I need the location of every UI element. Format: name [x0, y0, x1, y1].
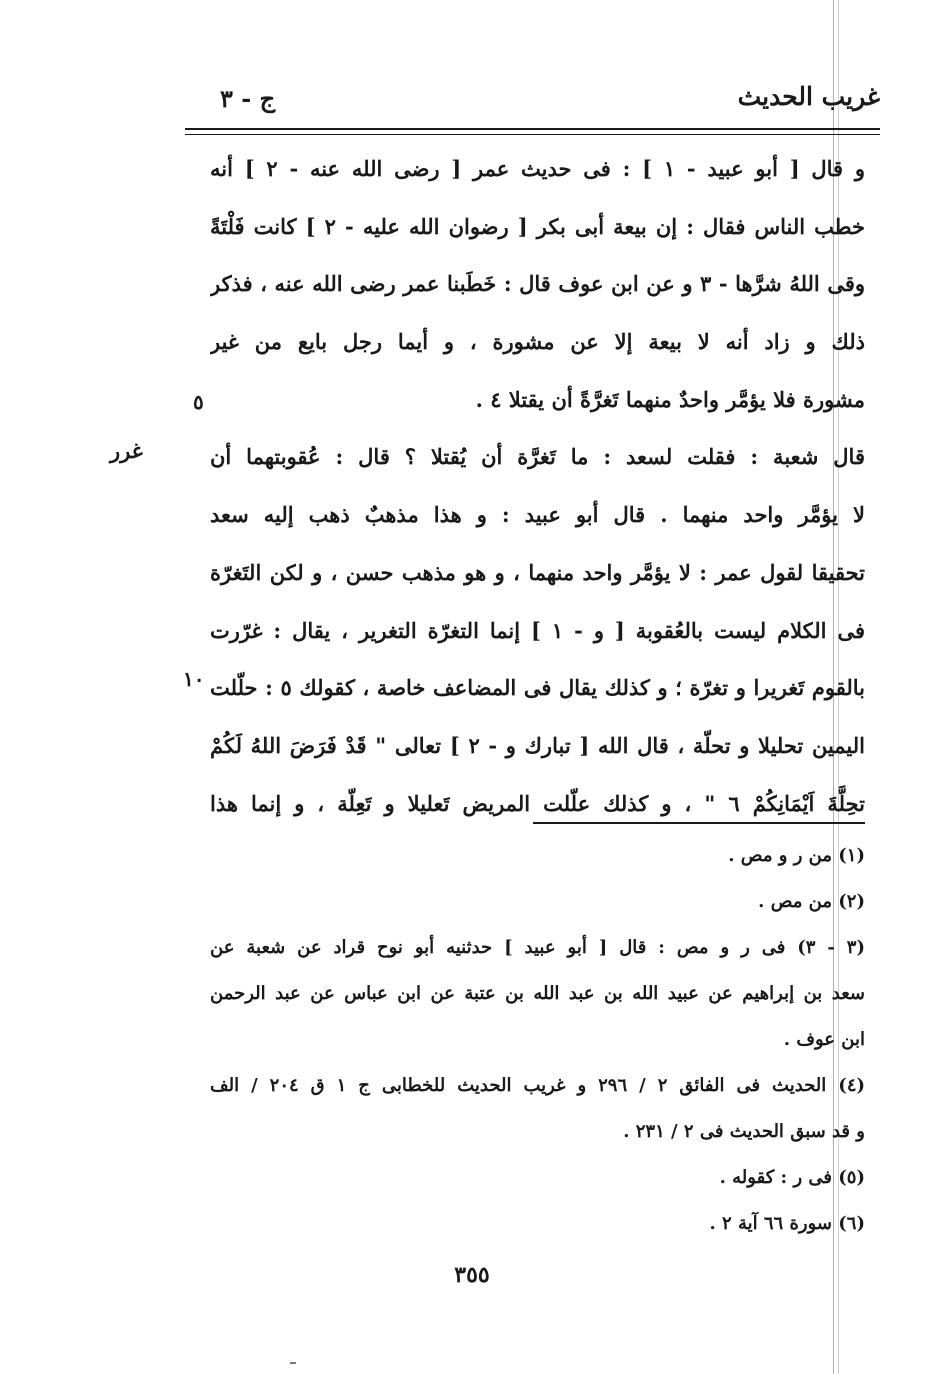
page-number: ٣٥٥: [454, 1262, 490, 1288]
running-header: [185, 78, 880, 122]
text-line: بالقوم تَغريرا و تغرّة ؛ و كذلك يقال فى المضاعف خاصة ، كقولك ٥ : حلّلت: [210, 675, 865, 701]
text-line: مشورة فلا يؤمَّر واحدٌ منهما تَغرَّةً أن يقتلا ٤ .: [475, 386, 865, 412]
footnotes: [210, 833, 865, 1247]
text-line: خطب الناس فقال : إن بيعة أبى بكر [ رضوان الله عليه - ٢ ] كانت فَلْتَةً: [210, 213, 865, 239]
book-title: غريب الحديث: [737, 82, 880, 111]
footnote: (١) من ر و مص .: [728, 845, 865, 866]
footnote-continuation: و قد سبق الحديث فى ٢ / ٢٣١ .: [623, 1121, 865, 1142]
volume-number: ج - ٣: [220, 84, 276, 113]
scan-speck: [290, 1362, 296, 1364]
text-line: قال شعبة : فقلت لسعد : ما تَغرَّة أن يُقتلا ؟ قال : عُقوبتهما أن: [210, 444, 865, 470]
line-number-marker: ٥: [193, 390, 204, 414]
footnote-continuation: ابن عوف .: [783, 1029, 865, 1050]
footnote: (٦) سورة ٦٦ آية ٢ .: [709, 1213, 865, 1234]
footnote: (٤) الحديث فى الفائق ٢ / ٢٩٦ و غريب الحديث للخطابى ج ١ ق ٢٠٤ / الف: [210, 1075, 865, 1096]
footnote: (٢) من مص .: [758, 891, 865, 912]
line-number-marker: ١٠: [183, 667, 205, 691]
margin-keyword: غرر: [110, 438, 143, 463]
footnote: (٥) فى ر : كقوله .: [719, 1167, 865, 1188]
footnote-rule: [533, 822, 865, 824]
text-line: ذلك و زاد أنه لا بيعة إلا عن مشورة ، و أيما رجل بايع من غير: [210, 329, 865, 355]
text-line: تحِلَّةَ اَيْمَانِكُمْ ٦ " ، و كذلك علّلت المريض تَعليلا و تَعِلّة ، و إنما هذا: [210, 790, 865, 816]
text-line: و قال [ أبو عبيد - ١ ] : فى حديث عمر [ رضى الله عنه - ٢ ] أنه: [210, 156, 865, 181]
main-text: [210, 140, 865, 832]
text-line: تحقيقا لقول عمر : لا يؤمَّر واحد منهما ، و هو مذهب حسن ، و لكن التَغرّة: [210, 559, 865, 585]
footnote: (٣ - ٣) فى ر و مص : قال [ أبو عبيد ] حدثنيه أبو نوح قراد عن شعبة عن: [210, 937, 865, 958]
text-line: فى الكلام ليست بالعُقوبة [ و - ١ ] إنما التغرّة التغرير ، يقال : غرّرت: [210, 617, 865, 643]
footnote-continuation: سعد بن إبراهيم عن عبيد الله بن عبد الله بن عتبة عن ابن عباس عن عبد الرحمن: [210, 983, 865, 1004]
text-line: اليمين تحليلا و تحلّة ، قال الله [ تبارك و - ٢ ] تعالى " قَدْ فَرَضَ اللهُ لَكُمْ: [210, 732, 865, 758]
text-line: لا يؤمَّر واحد منهما . قال أبو عبيد : و هذا مذهبٌ ذهب إليه سعد: [210, 502, 865, 528]
header-rule-thin: [185, 134, 880, 135]
text-line: وقى اللهُ شرَّها - ٣ و عن ابن عوف قال : خَطَبنا عمر رضى الله عنه ، فذكر: [210, 271, 865, 297]
header-rule: [185, 128, 880, 130]
